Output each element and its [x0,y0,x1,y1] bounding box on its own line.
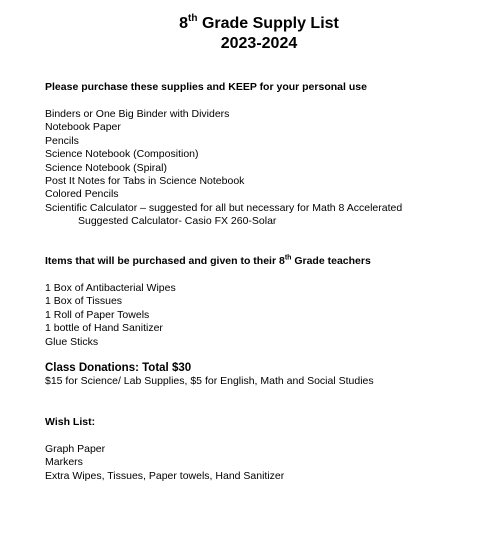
list-item: Markers [45,456,83,469]
list-item: Extra Wipes, Tissues, Paper towels, Hand Sanitizer [45,469,285,482]
teacher-supplies-heading [45,255,485,268]
list-item: 1 Roll of Paper Towels [45,308,150,321]
list-item: 1 Box of Tissues [45,295,123,308]
list-item: Notebook Paper [45,121,121,134]
personal-supplies-heading: Please purchase these supplies and KEEP for your personal use [45,81,367,93]
teacher-supplies-list [45,282,485,349]
title-line-1 [0,14,500,34]
title-text: Grade Supply List [197,15,339,32]
list-item: Graph Paper [45,443,106,455]
teacher-heading-text-end: Grade teachers [291,255,371,267]
document-title [0,14,500,54]
list-item: 1 Box of Antibacterial Wipes [45,282,176,294]
donations-detail: $15 for Science/ Lab Supplies, $5 for English, Math and Social Studies [45,375,374,387]
list-item: Scientific Calculator – suggested for all but necessary for Math 8 Accelerated [45,201,403,214]
wish-list-heading: Wish List: [45,416,96,428]
list-item: 1 bottle of Hand Sanitizer [45,322,163,335]
calculator-suggestion: Suggested Calculator- Casio FX 260-Solar [78,215,277,228]
list-item: Science Notebook (Spiral) [45,161,167,174]
list-item: Glue Sticks [45,335,99,348]
title-year: 2023-2024 [220,35,298,52]
list-item: Post It Notes for Tabs in Science Notebook [45,175,245,188]
title-grade-number: 8 [179,15,189,32]
list-item: Pencils [45,134,79,147]
personal-supplies-list [45,108,485,229]
teacher-heading-text: Items that will be purchased and given to their 8 [45,255,285,267]
list-item: Colored Pencils [45,188,119,201]
donations-title: Class Donations: Total $30 [45,362,192,374]
wish-list [45,443,485,483]
teacher-heading-suffix: th [284,254,292,262]
list-item: Binders or One Big Binder with Dividers [45,108,230,120]
class-donations [45,361,485,388]
list-item: Science Notebook (Composition) [45,148,199,161]
title-grade-suffix: th [188,12,198,24]
